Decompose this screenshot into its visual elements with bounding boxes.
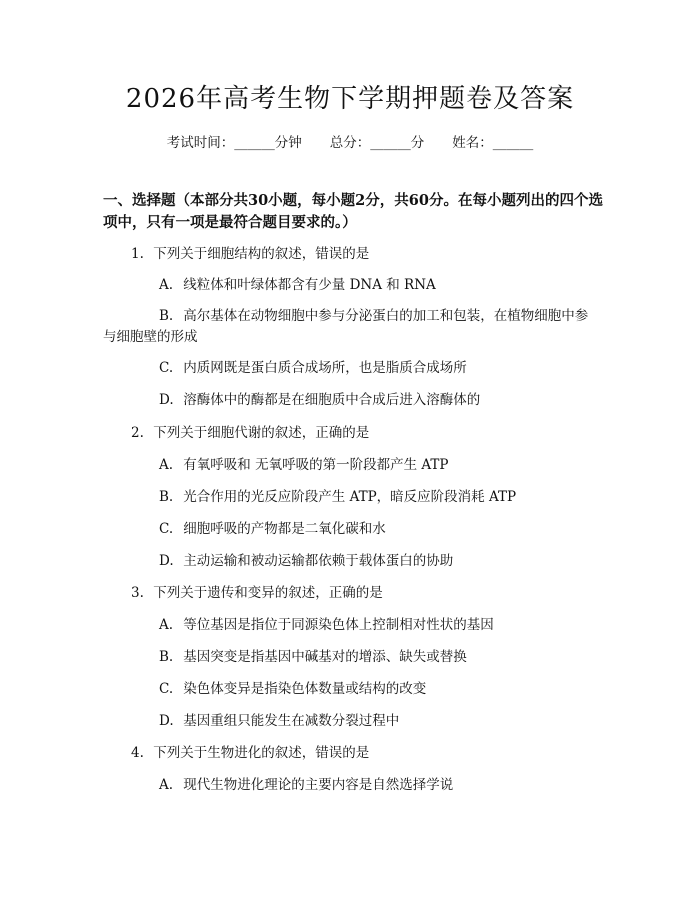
option-text: 等位基因是指位于同源染色体上控制相对性状的基因: [183, 617, 494, 633]
option-2b: [159, 488, 516, 506]
option-1b: [159, 307, 588, 325]
question-number: 1.: [131, 246, 144, 262]
option-text: 基因突变是指基因中碱基对的增添、缺失或替换: [183, 649, 467, 665]
question-stem: 下列关于遗传和变异的叙述，正确的是: [153, 585, 383, 601]
option-letter: A.: [159, 617, 174, 633]
option-letter: A.: [159, 777, 174, 793]
question-1: [131, 245, 369, 263]
option-text: 现代生物进化理论的主要内容是自然选择学说: [183, 777, 454, 793]
option-3c: [159, 680, 426, 698]
option-3b: [159, 648, 467, 666]
option-4a: [159, 776, 453, 794]
option-1d: [159, 391, 480, 409]
section-heading: 一、选择题（本部分共30小题，每小题2分，共60分。在每小题列出的四个选项中，只有一项是最符合题目要求的。）: [103, 192, 603, 231]
option-letter: C.: [159, 360, 174, 376]
question-number: 3.: [131, 585, 144, 601]
option-3d: [159, 712, 399, 730]
option-letter: B.: [159, 649, 174, 665]
option-1b-continuation: 与细胞壁的形成: [103, 329, 198, 345]
option-3a: [159, 616, 494, 634]
option-text: 染色体变异是指染色体数量或结构的改变: [183, 681, 427, 697]
option-text: 主动运输和被动运输都依赖于载体蛋白的协助: [183, 553, 454, 569]
option-letter: A.: [159, 277, 174, 293]
option-1c: [159, 359, 467, 377]
name-field: 姓名：______: [452, 135, 534, 151]
option-text: 高尔基体在动物细胞中参与分泌蛋白的加工和包装，在植物细胞中参: [183, 308, 589, 324]
exam-meta: [0, 131, 700, 151]
question-4: [131, 744, 369, 762]
question-stem: 下列关于生物进化的叙述，错误的是: [153, 745, 370, 761]
question-2: [131, 424, 369, 442]
option-letter: B.: [159, 489, 174, 505]
option-text: 细胞呼吸的产物都是二氧化碳和水: [183, 521, 386, 537]
question-stem: 下列关于细胞代谢的叙述，正确的是: [153, 425, 370, 441]
question-3: [131, 584, 383, 602]
option-text: 光合作用的光反应阶段产生 ATP，暗反应阶段消耗 ATP: [183, 489, 517, 505]
question-stem: 下列关于细胞结构的叙述，错误的是: [153, 246, 370, 262]
total-score-field: 总分：______分: [329, 135, 425, 151]
option-text: 内质网既是蛋白质合成场所，也是脂质合成场所: [183, 360, 467, 376]
option-text: 有氧呼吸和 无氧呼吸的第一阶段都产生 ATP: [183, 457, 449, 473]
option-letter: A.: [159, 457, 174, 473]
option-letter: C.: [159, 681, 174, 697]
option-letter: B.: [159, 308, 174, 324]
option-text: 溶酶体中的酶都是在细胞质中合成后进入溶酶体的: [183, 392, 481, 408]
option-text: 基因重组只能发生在减数分裂过程中: [183, 713, 400, 729]
option-2a: [159, 456, 448, 474]
option-2d: [159, 552, 453, 570]
option-1a: [159, 276, 436, 294]
question-number: 2.: [131, 425, 144, 441]
option-letter: C.: [159, 521, 174, 537]
option-text: 线粒体和叶绿体都含有少量 DNA 和 RNA: [183, 277, 436, 293]
option-letter: D.: [159, 553, 174, 569]
option-letter: D.: [159, 713, 174, 729]
question-number: 4.: [131, 745, 144, 761]
option-letter: D.: [159, 392, 174, 408]
page-title: 2026年高考生物下学期押题卷及答案: [125, 84, 575, 114]
exam-time-field: 考试时间：______分钟: [166, 135, 302, 151]
option-2c: [159, 520, 386, 538]
